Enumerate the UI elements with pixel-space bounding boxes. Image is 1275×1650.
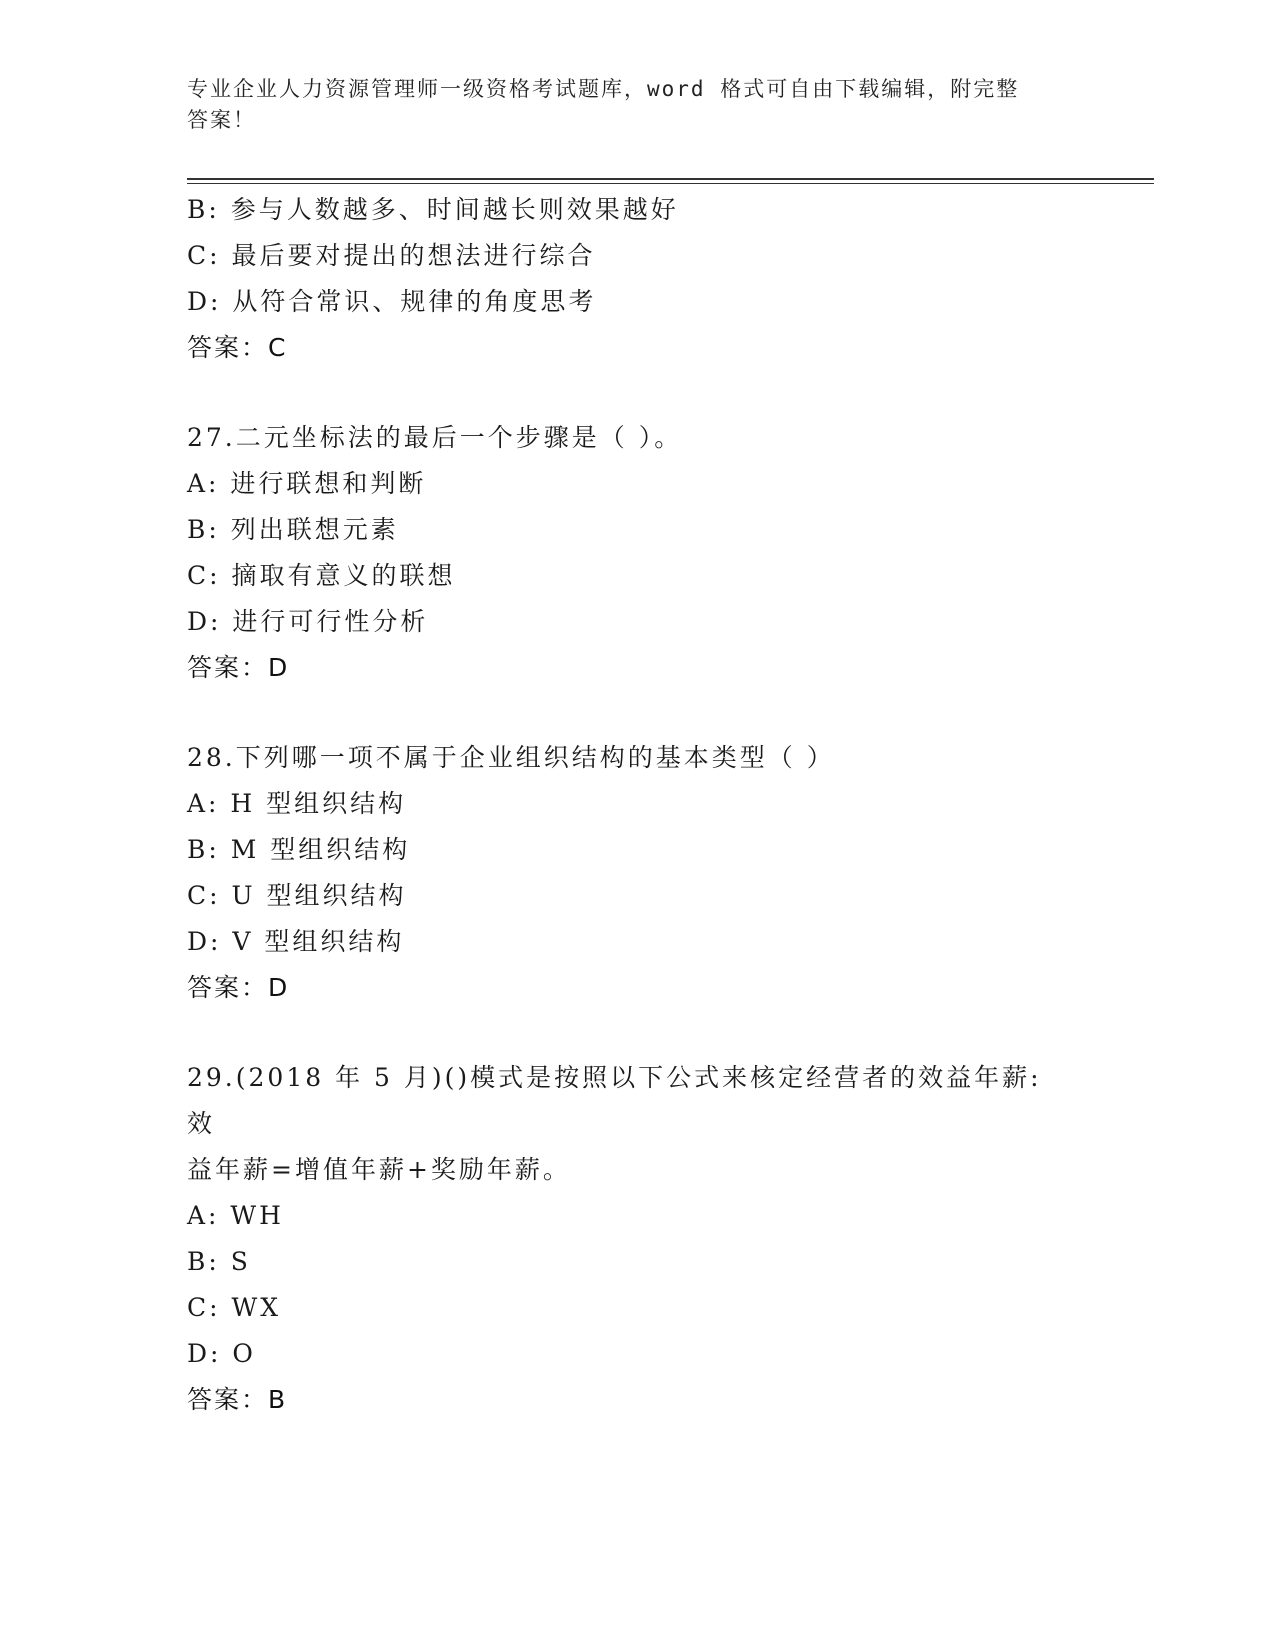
option-d: D: 从符合常识、规律的角度思考 [187,287,597,316]
option-a: A: 进行联想和判断 [187,469,427,498]
option-d: D: O [187,1339,256,1368]
option-b: B: S [187,1247,251,1276]
answer-label: 答案：D [187,653,290,682]
question-29 [187,1055,1087,1423]
header-divider-thick [187,178,1154,180]
question-stem-line-2: 益年薪=增值年薪+奖励年薪。 [187,1155,571,1184]
answer-label: 答案：B [187,1385,288,1414]
option-d: D: 进行可行性分析 [187,607,429,636]
option-a: A: H 型组织结构 [187,789,407,818]
spacer [187,371,1087,415]
question-stem: 28.下列哪一项不属于企业组织结构的基本类型（ ） [187,743,835,772]
question-26 [187,187,1087,371]
question-list [187,187,1087,1423]
option-c: C: U 型组织结构 [187,881,407,910]
option-b: B: 参与人数越多、时间越长则效果越好 [187,195,679,224]
question-28 [187,735,1087,1011]
option-c: C: 最后要对提出的想法进行综合 [187,241,596,270]
spacer [187,1011,1087,1055]
header-line-2: 答案！ [187,108,256,132]
question-stem-line-1: 29.(2018 年 5 月)()模式是按照以下公式来核定经营者的效益年薪:效 [187,1063,1042,1138]
spacer [187,691,1087,735]
option-b: B: M 型组织结构 [187,835,411,864]
option-a: A: WH [187,1201,284,1230]
option-d: D: V 型组织结构 [187,927,405,956]
option-c: C: WX [187,1293,281,1322]
answer-label: 答案：D [187,973,290,1002]
question-stem: 27.二元坐标法的最后一个步骤是（ ）。 [187,423,683,452]
answer-label: 答案：C [187,333,288,362]
header-divider-thin [187,183,1154,184]
header-line-1: 专业企业人力资源管理师一级资格考试题库，word 格式可自由下载编辑，附完整 [187,77,1020,101]
question-27 [187,415,1087,691]
option-b: B: 列出联想元素 [187,515,399,544]
option-c: C: 摘取有意义的联想 [187,561,456,590]
document-header [187,74,1067,136]
